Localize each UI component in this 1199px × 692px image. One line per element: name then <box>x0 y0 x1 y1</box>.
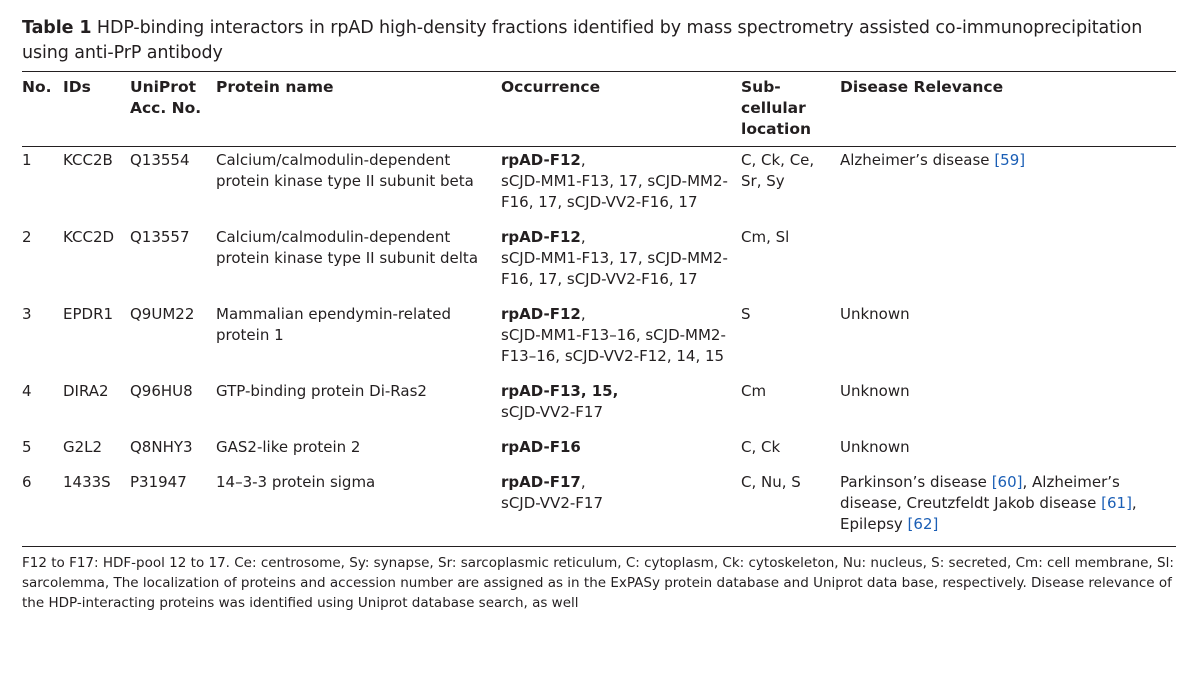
occurrence-other: sCJD-MM1-F13, 17, sCJD-MM2-F16, 17, sCJD-VV2-F16, 17 <box>501 172 728 211</box>
occurrence-other: sCJD-MM1-F13, 17, sCJD-MM2-F16, 17, sCJD-VV2-F16, 17 <box>501 249 728 288</box>
cell-accession: Q13554 <box>130 151 190 169</box>
cell-disease <box>840 147 1176 224</box>
col-header-disease: Disease Relevance <box>840 78 1004 96</box>
cell-no: 2 <box>22 228 32 246</box>
cell-protein-name: Mammalian ependymin-related protein 1 <box>216 305 451 344</box>
col-header-protein: Protein name <box>216 78 334 96</box>
occurrence-primary-tail: , <box>580 305 586 323</box>
col-header-uniprot: UniProt Acc. No. <box>130 78 202 117</box>
cell-accession: Q8NHY3 <box>130 438 193 456</box>
cell-id: G2L2 <box>63 438 103 456</box>
table-figure <box>22 16 1176 613</box>
cell-no: 1 <box>22 151 32 169</box>
cell-no: 5 <box>22 438 32 456</box>
disease-text: Unknown <box>840 382 910 400</box>
reference-link[interactable]: [60] <box>991 473 1023 491</box>
table-row <box>22 434 1176 469</box>
bottom-rule <box>22 546 1176 547</box>
cell-occurrence <box>501 147 741 224</box>
cell-disease <box>840 434 1176 469</box>
cell-id: KCC2D <box>63 228 115 246</box>
cell-no: 6 <box>22 473 32 491</box>
occurrence-primary-tail: , <box>580 151 586 169</box>
cell-location: S <box>741 305 751 323</box>
cell-accession: P31947 <box>130 473 187 491</box>
occurrence-primary: rpAD-F12 <box>501 305 581 323</box>
table-row <box>22 378 1176 434</box>
cell-id: KCC2B <box>63 151 113 169</box>
cell-occurrence <box>501 378 741 434</box>
cell-location: C, Ck <box>741 438 781 456</box>
cell-no: 3 <box>22 305 32 323</box>
cell-id: 1433S <box>63 473 111 491</box>
occurrence-primary-tail: , 15, <box>580 382 619 400</box>
occurrence-primary: rpAD-F12 <box>501 228 581 246</box>
col-header-no: No. <box>22 78 52 96</box>
cell-disease <box>840 301 1176 378</box>
table-footnote: F12 to F17: HDF-pool 12 to 17. Ce: centrosome, Sy: synapse, Sr: sarcoplasmic reticulum, C: cytoplasm, Ck: cytoskeleton, Nu: nucleus, S: secreted, Cm: cell membrane, Sl: sarcolemma, The localization of proteins and accession number are assigned as in the ExPASy protein database and Uniprot data base, respectively. Disease relevance of the HDP-interacting proteins was identified using Uniprot database search, as well <box>22 555 1174 611</box>
cell-occurrence <box>501 301 741 378</box>
occurrence-other: sCJD-VV2-F17 <box>501 494 603 512</box>
cell-protein-name: Calcium/calmodulin-dependent protein kinase type II subunit beta <box>216 151 474 190</box>
occurrence-primary: rpAD-F16 <box>501 438 581 456</box>
cell-no: 4 <box>22 382 32 400</box>
cell-location: C, Nu, S <box>741 473 801 491</box>
cell-id: EPDR1 <box>63 305 114 323</box>
table-caption-text: HDP-binding interactors in rpAD high-density fractions identified by mass spectrometry assisted co-immunoprecipitation using anti-PrP antibody <box>22 18 1143 63</box>
cell-occurrence <box>501 224 741 301</box>
table-row <box>22 224 1176 301</box>
cell-id: DIRA2 <box>63 382 109 400</box>
disease-text: Parkinson’s disease <box>840 473 992 491</box>
disease-text: Unknown <box>840 438 910 456</box>
table-row <box>22 469 1176 546</box>
table-row <box>22 301 1176 378</box>
disease-text: , Epilepsy <box>840 494 1137 533</box>
header-row <box>22 72 1176 146</box>
disease-text: , Alzheimer’s disease, Creutzfeldt Jakob disease <box>840 473 1120 512</box>
reference-link[interactable]: [59] <box>994 151 1026 169</box>
data-table <box>22 72 1176 546</box>
occurrence-primary: rpAD-F13 <box>501 382 581 400</box>
col-header-ids: IDs <box>63 78 91 96</box>
cell-accession: Q13557 <box>130 228 190 246</box>
disease-text: Alzheimer’s disease <box>840 151 995 169</box>
cell-protein-name: 14–3-3 protein sigma <box>216 473 376 491</box>
cell-disease <box>840 378 1176 434</box>
cell-accession: Q96HU8 <box>130 382 193 400</box>
cell-disease <box>840 469 1176 546</box>
col-header-occurrence: Occurrence <box>501 78 601 96</box>
cell-protein-name: GAS2-like protein 2 <box>216 438 361 456</box>
reference-link[interactable]: [62] <box>907 515 939 533</box>
occurrence-other: sCJD-MM1-F13–16, sCJD-MM2-F13–16, sCJD-VV2-F12, 14, 15 <box>501 326 726 365</box>
cell-accession: Q9UM22 <box>130 305 195 323</box>
table-label: Table 1 <box>22 18 92 38</box>
cell-disease <box>840 224 1176 301</box>
cell-protein-name: GTP-binding protein Di-Ras2 <box>216 382 427 400</box>
cell-location: C, Ck, Ce, Sr, Sy <box>741 151 815 190</box>
cell-location: Cm, Sl <box>741 228 790 246</box>
occurrence-primary-tail: , <box>580 228 586 246</box>
occurrence-primary: rpAD-F12 <box>501 151 581 169</box>
table-row <box>22 147 1176 224</box>
cell-location: Cm <box>741 382 767 400</box>
occurrence-primary: rpAD-F17 <box>501 473 581 491</box>
cell-occurrence <box>501 434 741 469</box>
cell-occurrence <box>501 469 741 546</box>
table-body <box>22 147 1176 546</box>
occurrence-other: sCJD-VV2-F17 <box>501 403 603 421</box>
occurrence-primary-tail: , <box>580 473 586 491</box>
table-caption <box>22 16 1176 66</box>
cell-protein-name: Calcium/calmodulin-dependent protein kinase type II subunit delta <box>216 228 479 267</box>
reference-link[interactable]: [61] <box>1101 494 1132 512</box>
col-header-location: Sub-cellular location <box>741 78 812 138</box>
disease-text: Unknown <box>840 305 910 323</box>
